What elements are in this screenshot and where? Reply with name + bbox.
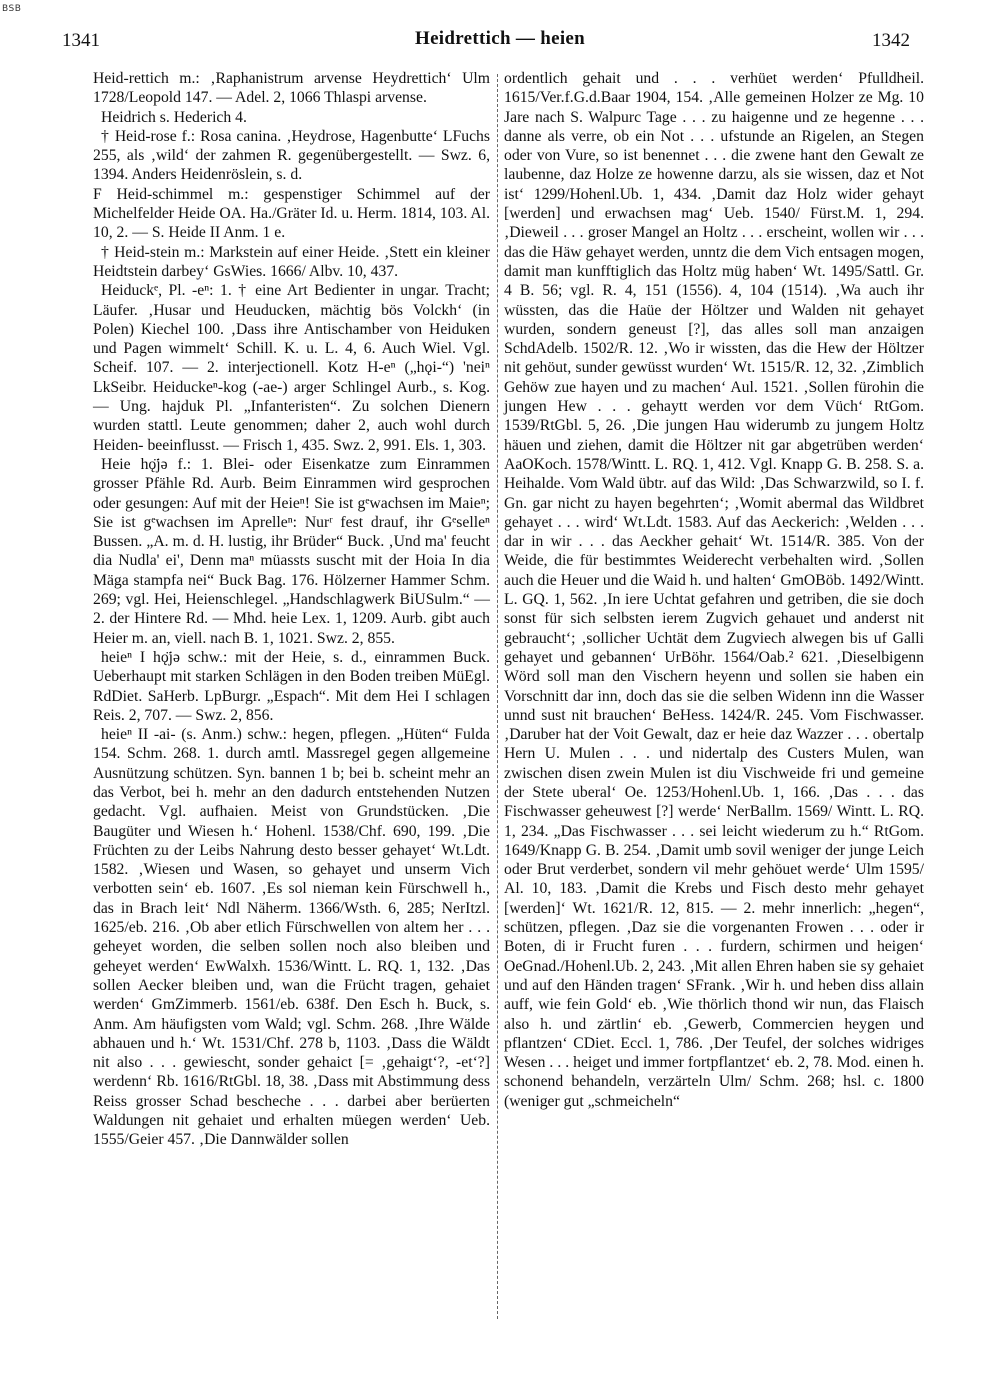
entry-heien-ii-continued: ordentlich gehait und . . . verhüet werden‘ Pfulldheil. 1615/Ver.f.G.d.Baar 1904, 154. ‚Alle gemeinen Holzer ze Mg. 10 Jare nach S. Walpurc Tage . . . zu haigenne und ze hegenne . . . danne als verre, ob ein Not . . . ufstunde an Rigelen, an Stegen oder von Vure, so ist benennet . . . die zwene hant den Gewalt ze laubenne, daz Holze ze howenne darzu, als sie wissen, daz et Not ist‘ 1299/Hohenl.Ub. 1, 434. ‚Damit daz Holz wider gehayt [werden] und erwachsen mag‘ Ueb. 1540/ Fürst.M. 1, 294. ‚Dieweil . . . groser Mangel an Holtz . . . erscheint, wollen wir . . . das die Häw gehayet werden, unntz die dem Vich entsagen mogen, damit man kunfftiglich das Holtz müg haben‘ Wt. 1495/Sattl. Gr. 4 B. 56; vgl. R. 4, 151 (1556). 4, 104 (1514). ‚Wa auch ihr wüssten, das die Haüe der Höltzer und Walden nit gehayet wurden, sondern geneust [?], das alles soll man anzaigen SchdAdelb. 1502/R. 12. ‚Wo ir wissten, das die Hew der Höltzer nit gehöut, sunder gewüsst wurden‘ Wt. 1515/R. 12, 32. ‚Zimblich Gehöw zue hayen und zu machen‘ Aul. 1521. ‚Sollen fürohin die jungen Hew . . . gehaytt werden vor dem Vüch‘ RtGom. 1539/RtGbl. 5, 26. ‚Die jungen Hau widerumb zu jungem Holtz häuen und ziehen, damit die Höltzer nit gar abgetrüben werden‘ AaOKoch. 1578/Wintt. L. RQ. 1, 412. Vgl. Knapp G. B. 258. S. a. Heihalde. Vom Wald übtr. auf das Wild: ‚Das Schwarzwild, so I. f. Gn. gar nicht zu hayen begehrten‘; ‚Womit abermal das Wildbret gehayet . . . wird‘ Wt.Ldt. 1583. Auf das Aeckerich: ‚Welden . . . dar in wir . . . das Aeckher gehait‘ Wt. 1514/R. 385. Von der Weide, die für bestimmtes Weiderecht verbehalten wird. ‚Sollen auch die Heuer und die Waid h. und halten‘ GmOBöb. 1492/Wintt. L. GQ. 1, 562. ‚In iere Uchtat gefahren und getriben, die sie doch sonst für sich selbsten ierem Zugvich gehauet und anderst nit gebraucht‘; ‚sollicher Uchtät dem Zugviech alwegen bis uf Galli gehayet und gebannen‘ UrBöhr. 1564/Oab.² 621. ‚Dieselbigenn Wörd soll man den Vischern heyenn und sollen sie haben ein Vorschnitt dar inn, doch das sie die selben Widenn inn die Wasser unnd sust nit brauchen‘ BeHess. 1424/R. 245. Vom Fischwasser. ‚Daruber hat der Voit Gewalt, daz er heie daz Wazzer . . . obertalp Hern U. Mulen . . . und nidertalp des Custers Mulen, wan zwischen disen zwein Mulen ist diu Vischweide fri und gemeine der Stete uberal‘ Oe. 1253/Hohenl.Ub. 1, 166. ‚Das . . . das Fischwasser geheuwest [?] werde‘ NerBallm. 1569/ Wintt. L. RQ. 1, 234. „Das Fischwasser . . . sei leicht wiederum zu h.“ RtGom. 1649/Knapp G. B. 254. ‚Damit umb sovil weniger der junge Leich oder Brut verderbet, sondern vil mehr gehöuet werde‘ Ulm 1595/ Al. 10, 183. ‚Damit die Krebs und Fisch desto mehr gehayet [werden]‘ Wt. 1621/R. 12, 815. — 2. mehr innerlich: „hegen“, schützen, pflegen. ‚Daz sie die vorgenanten Frowen . . . oder ir Boten, di ir Frucht furen . . . furdern, schirmen und heigen‘ OeGnad./Hohenl.Ub. 2, 243. ‚Mit allen Ehren haben sie sy gehaiet und auf den Händen tragen‘ SFrank. ‚Wir h. und heben diss allain auff, wie fein Gold‘ eb. ‚Wie thörlich thond wir nun, das Flaisch also h. und zärtlin‘ eb. ‚Gewerb, Commercien heygen und pflantzen‘ CDiet. Eccl. 1, 786. ‚Der Teufel, der solches widriges Wesen . . . heiget und immer fortpflantzet‘ eb. 2, 78. Mod. einen h. schonend behandeln, verzärteln Ulm/ Schm. 268; hsl. c. 1800 (weniger gut „schmeicheln“ [504, 70, 924, 1110]
entry-heid-stein: † Heid-stein m.: Markstein auf einer Heide. ‚Stett ein kleiner Heidtstein darbey‘ GsWies. 1666/ Albv. 10, 437. [93, 243, 490, 280]
entry-heien-ii: heieⁿ II -ai- (s. Anm.) schw.: hegen, pflegen. „Hüten“ Fulda 154. Schm. 268. 1. durch amtl. Massregel gegen allgemeine Ausnützung schützen. Syn. bannen 1 b; bei b. scheint mehr an das Verbot, bei h. mehr an den dadurch entstehenden Nutzen gedacht. Vgl. aufhaien. Meist von Grundstücken. ‚Die Baugüter und Wiesen h.‘ Hohenl. 1538/Chf. 690, 199. ‚Die Früchten zu der Leibs Nahrung desto besser gehayet‘ Wt.Ldt. 1582. ‚Wiesen und Wasen, so gehayet und unserm Vich verbotten sein‘ eb. 1607. ‚Es sol nieman kein Fürschwell h., das in Brach leit‘ Ndl Näherm. 1366/Wsth. 6, 285; NerItzl. 1625/eb. 216. ‚Ob aber etlich Fürschwellen von altem her . . . geheyet worden, die selben sollen noch also bleiben und geheyet werden‘ EwWalxh. 1536/Wintt. L. RQ. 1, 132. ‚Das sollen Aecker bleiben und, wan die Frücht tragen, gehaiet werden‘ GmZimmerb. 1561/eb. 638f. Den Esch h. Buck, s. Anm. Am häufigsten vom Wald; vgl. Schm. 268. ‚Ihre Wälde abhauen und h.‘ Wt. 1531/Chf. 278 b, 1103. ‚Dass die Wäldt nit also . . . gewiescht, sonder gehaict [= ‚gehaigt‘?, -et‘?] werdenn‘ Rb. 1616/RtGbl. 18, 38. ‚Dass mit Abstimmung dess Reiss grosser Schad bescheche . . . darbei aber berüerten Waldungen nit gehaiet und erhalten müegen werden‘ Ueb. 1555/Geier 457. ‚Die Dannwälder sollen [93, 726, 490, 1149]
column-divider [497, 74, 499, 1319]
right-column [504, 69, 924, 1111]
entry-heien-i: heieⁿ I hǫ̈jə schw.: mit der Heie, s. d., einrammen Buck. Ueberhaupt mit starken Schlägen in den Boden treiben MüEgl. RdDiet. SaHerb. LpBurgr. „Espach“. Mit dem Hei I schlagen Reis. 2, 707. — Swz. 2, 856. [93, 648, 490, 724]
library-stamp: BSB [2, 4, 22, 14]
entry-heid-rettich: Heid-rettich m.: ‚Raphanistrum arvense Heydrettich‘ Ulm 1728/Leopold 147. — Adel. 2, 1066 Thlaspi arvense. [93, 70, 490, 107]
entry-heidrich: Heidrich s. Hederich 4. [101, 108, 247, 126]
entry-heie: Heie hǫ̈jə f.: 1. Blei- oder Eisenkatze zum Einrammen grosser Pfähle Rd. Aurb. Beim Einrammen wird gesprochen oder gesungen: Auf mit der Heieⁿ! Sie ist gᵉwachsen im Maieⁿ; Sie ist gᵉwachsen im Aprelleⁿ: Nurʳ fest drauf, ihr Gᵉselleⁿ Bussen. „A. m. d. H. lustig, ihr Brüder“ Buck. ‚Und ma' feucht dia Nudla' ei', Denn maⁿ müassts suscht mit der Hoia In dia Mäga stampfa nei“ Buck Bag. 176. Hölzerner Hammer Schm. 269; vgl. Hei, Heienschlegel. „Handschlagwerk BiUSulm.“ — 2. der Hintere Rd. — Mhd. heie Lex. 1, 1209. Aurb. gibt auch Heier m. an, viell. nach B. 1, 1021. Swz. 2, 855. [93, 455, 490, 647]
left-column [93, 69, 490, 1150]
running-title: Heidrettich — heien [415, 28, 585, 49]
page-number-right: 1342 [872, 30, 910, 51]
entry-heid-schimmel: F Heid-schimmel m.: gespenstiger Schimmel auf der Michelfelder Heide OA. Ha./Gräter Id. u. Herm. 1814, 103. Al. 10, 2. — S. Heide II Anm. 1 e. [93, 185, 490, 242]
entry-heiduck: Heiduckᵉ, Pl. -eⁿ: 1. † eine Art Bedienter in ungar. Tracht; Läufer. ‚Husar und Heuducken, mächtig bös Volckh‘ (in Polen) Kiechel 100. ‚Dass ihre Antischamber von Heiduken und Pagen wimmelt‘ Schill. K. u. L. 4, 6. Auch Wiel. Vgl. Scheif. 107. — 2. interjectionell. Kotz H-eⁿ („hǫi-“) 'neiⁿ LkSeibr. Heiduckeⁿ-kog (-ae-) arger Schlingel Aurb., s. Kog. — Ung. hajduk Pl. „Infanteristen“. Zu solchen Dienern wurden stattl. Leute genommen; daher 2, auch wohl durch Heiden- beeinflusst. — Frisch 1, 435. Swz. 2, 991. Els. 1, 303. [93, 282, 490, 454]
entry-heid-rose: † Heid-rose f.: Rosa canina. ‚Heydrose, Hagenbutte‘ LFuchs 255, als ‚wild‘ der zahmen R. gegenübergestellt. — Swz. 6, 1394. Anders Heidenröslein, s. d. [93, 127, 490, 184]
page-number-left: 1341 [62, 30, 100, 51]
